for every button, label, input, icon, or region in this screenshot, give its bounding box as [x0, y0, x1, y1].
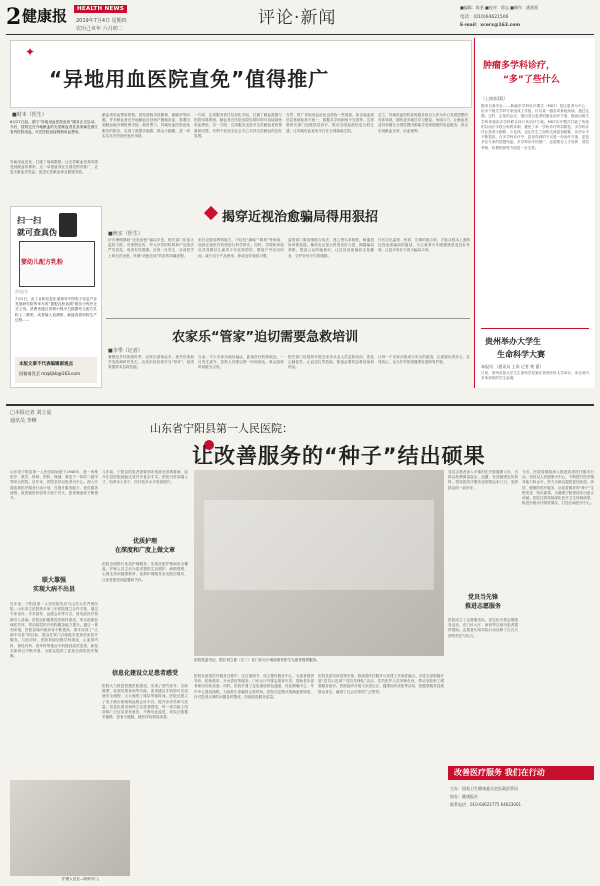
article1-col1 [10, 160, 98, 200]
email-line: E-mail：xcerx@163.com [460, 23, 521, 28]
sidebar-headline2-1: 贵州举办大学生 [485, 337, 541, 346]
cartoon-caption: 7月2日，由工业和信息化部指导中国电子信息产业发展研究院等举办的“婴配乳粉追溯”微信小程序正式上线。消费者通过该微小程序扫描婴幼儿配方乳粉上二维码，或者输入追溯码，就能查看奶粉生产过程…… [15, 297, 97, 322]
quote-icon: ✦ [25, 45, 36, 59]
article2-col3 [288, 238, 374, 314]
article2-col2 [198, 238, 284, 314]
lower-editor-2: 通讯员 李峰 [10, 418, 37, 424]
article1-byline: ■时本（医生） [12, 112, 47, 118]
lower-col1a [10, 470, 98, 570]
page-number: 2 [6, 4, 22, 30]
hospital-photo [194, 470, 444, 656]
lower-col2a [102, 470, 188, 530]
article3-col2 [198, 355, 284, 395]
sidebar-headline-1: 肿瘤多学科诊疗， [483, 61, 556, 71]
article3-col3 [288, 355, 374, 395]
sub4-title-a: 党员当先锋 [467, 594, 498, 601]
article1-col2 [102, 113, 190, 201]
section-title [258, 3, 336, 28]
sub3-title: 信息化建设立足患者感受 [111, 670, 178, 677]
sub2-box [102, 536, 188, 558]
article3-col4 [378, 355, 470, 395]
sidebar [474, 38, 595, 388]
contact-note-2: 投稿请发至 mzpljkb@163.com [19, 371, 81, 376]
contact-note-box [15, 357, 97, 383]
article3-rule [106, 318, 470, 319]
masthead-rule [6, 34, 594, 35]
sub4-box [448, 592, 518, 614]
photo-content [204, 500, 434, 590]
sub1-box [10, 575, 98, 597]
lower-col3 [194, 674, 314, 870]
photo2-caption: 护理人员在—阿科早门。 [62, 877, 102, 881]
sidebar-byline: （上接第1版） [481, 96, 508, 101]
sub1-title-b: 实现大病不出县 [32, 586, 75, 593]
article2-col1 [108, 238, 194, 314]
diamond-icon [204, 206, 218, 220]
cartoon-text-a: 扫一扫 [17, 216, 41, 225]
phone-line: 电话：(010)64621506 [460, 15, 509, 20]
staff-line: ■编辑：陈坚 ■校对：徐志 ■制作：潘茜茜 [460, 5, 538, 10]
footer-3: 联系电话：010-64621775 64623061 [450, 802, 522, 807]
contact-note-1: 本版文章不代表编辑部观点 [19, 362, 73, 367]
lunar-date: 农历己亥年 六月初二 [76, 26, 123, 32]
lower-col5a [448, 470, 518, 590]
lower-col6 [522, 470, 594, 758]
cartoon-box [10, 206, 102, 388]
cartoon-label: 婴幼儿配方乳粉 [21, 259, 64, 266]
article2-header [106, 206, 470, 224]
cartoon-text-b: 就可查真伪 [17, 228, 57, 237]
sub1-title-a: 联大靠强 [41, 577, 66, 584]
sub2-title-a: 优质护理 [132, 538, 157, 545]
section-title-a: 评论 [258, 8, 294, 28]
lower-headline: 让改善服务的“种子”结出硕果 [192, 444, 486, 468]
article3-headline: 农家乐“管家”迫切需要急救培训 [172, 330, 359, 345]
article3-col1 [108, 355, 194, 395]
article1-header-box [10, 40, 472, 108]
lower-col2b [102, 562, 188, 662]
footer-2: 协办：健康报社 [450, 794, 478, 799]
lower-editor-1: □本报记者 刘立夏 [10, 410, 52, 416]
sidebar-body [481, 104, 589, 324]
banner-bar [448, 766, 594, 780]
phone-icon [59, 213, 77, 237]
sidebar-headline2-2: 生命科学大赛 [497, 350, 545, 359]
article1-lead: 6月27日起，浙江“异地用血医院直免”服务正式启动。今后，按规定在外地献血的无偿献血者及其家属在浙江省内医院用血，可在医院直接报销用血费用。 [10, 120, 98, 135]
lower-kicker: 山东省宁阳县第一人民医院： [150, 422, 293, 435]
sub4-title-b: 推进志愿服务 [464, 603, 501, 610]
sidebar-byline2: 本报讯 （通讯员 王涛 记者 黄 蔷） [481, 364, 544, 369]
article3-byline: ■李季（记者） [108, 348, 143, 354]
footer-1: 主办：国家卫生健康委员会医政医管局 [450, 786, 518, 791]
brand-title: 健康报 [22, 7, 68, 25]
article1-headline: “异地用血医院直免”值得推广 [49, 67, 330, 91]
article1-col3 [194, 113, 282, 201]
article1-col5 [378, 113, 468, 201]
sidebar-body2 [481, 371, 589, 387]
lower-col4 [318, 674, 444, 870]
banner-text: 改善医疗服务 我们在行动 [454, 767, 545, 777]
sidebar-headline-2: “多”了些什么 [503, 75, 560, 85]
sub3-box [102, 668, 188, 680]
sub2-title-b: 在深度和广度上做文章 [114, 547, 175, 554]
article2-byline: ■秋实（医生） [108, 231, 143, 237]
lower-col5b [448, 618, 518, 758]
cartoon-credit: 焦旭/作 [15, 289, 29, 294]
section-divider [6, 404, 594, 406]
article2-headline: 揭穿近视治愈骗局得用狠招 [222, 210, 379, 225]
nurse-photo [10, 780, 130, 876]
issue-date: 2019年7月4日 星期四 [76, 18, 127, 24]
section-dot: · [294, 8, 301, 28]
sidebar-divider [481, 328, 589, 329]
brand-english: HEALTH NEWS [74, 5, 127, 13]
article2-col4 [378, 238, 470, 314]
section-title-b: 新闻 [300, 8, 337, 28]
photo1-caption: 医院党委书记、院长刘立夏（左二）在门诊大厅现场指导医生为患者提供服务。 [194, 658, 320, 662]
article1-col4 [286, 113, 374, 201]
